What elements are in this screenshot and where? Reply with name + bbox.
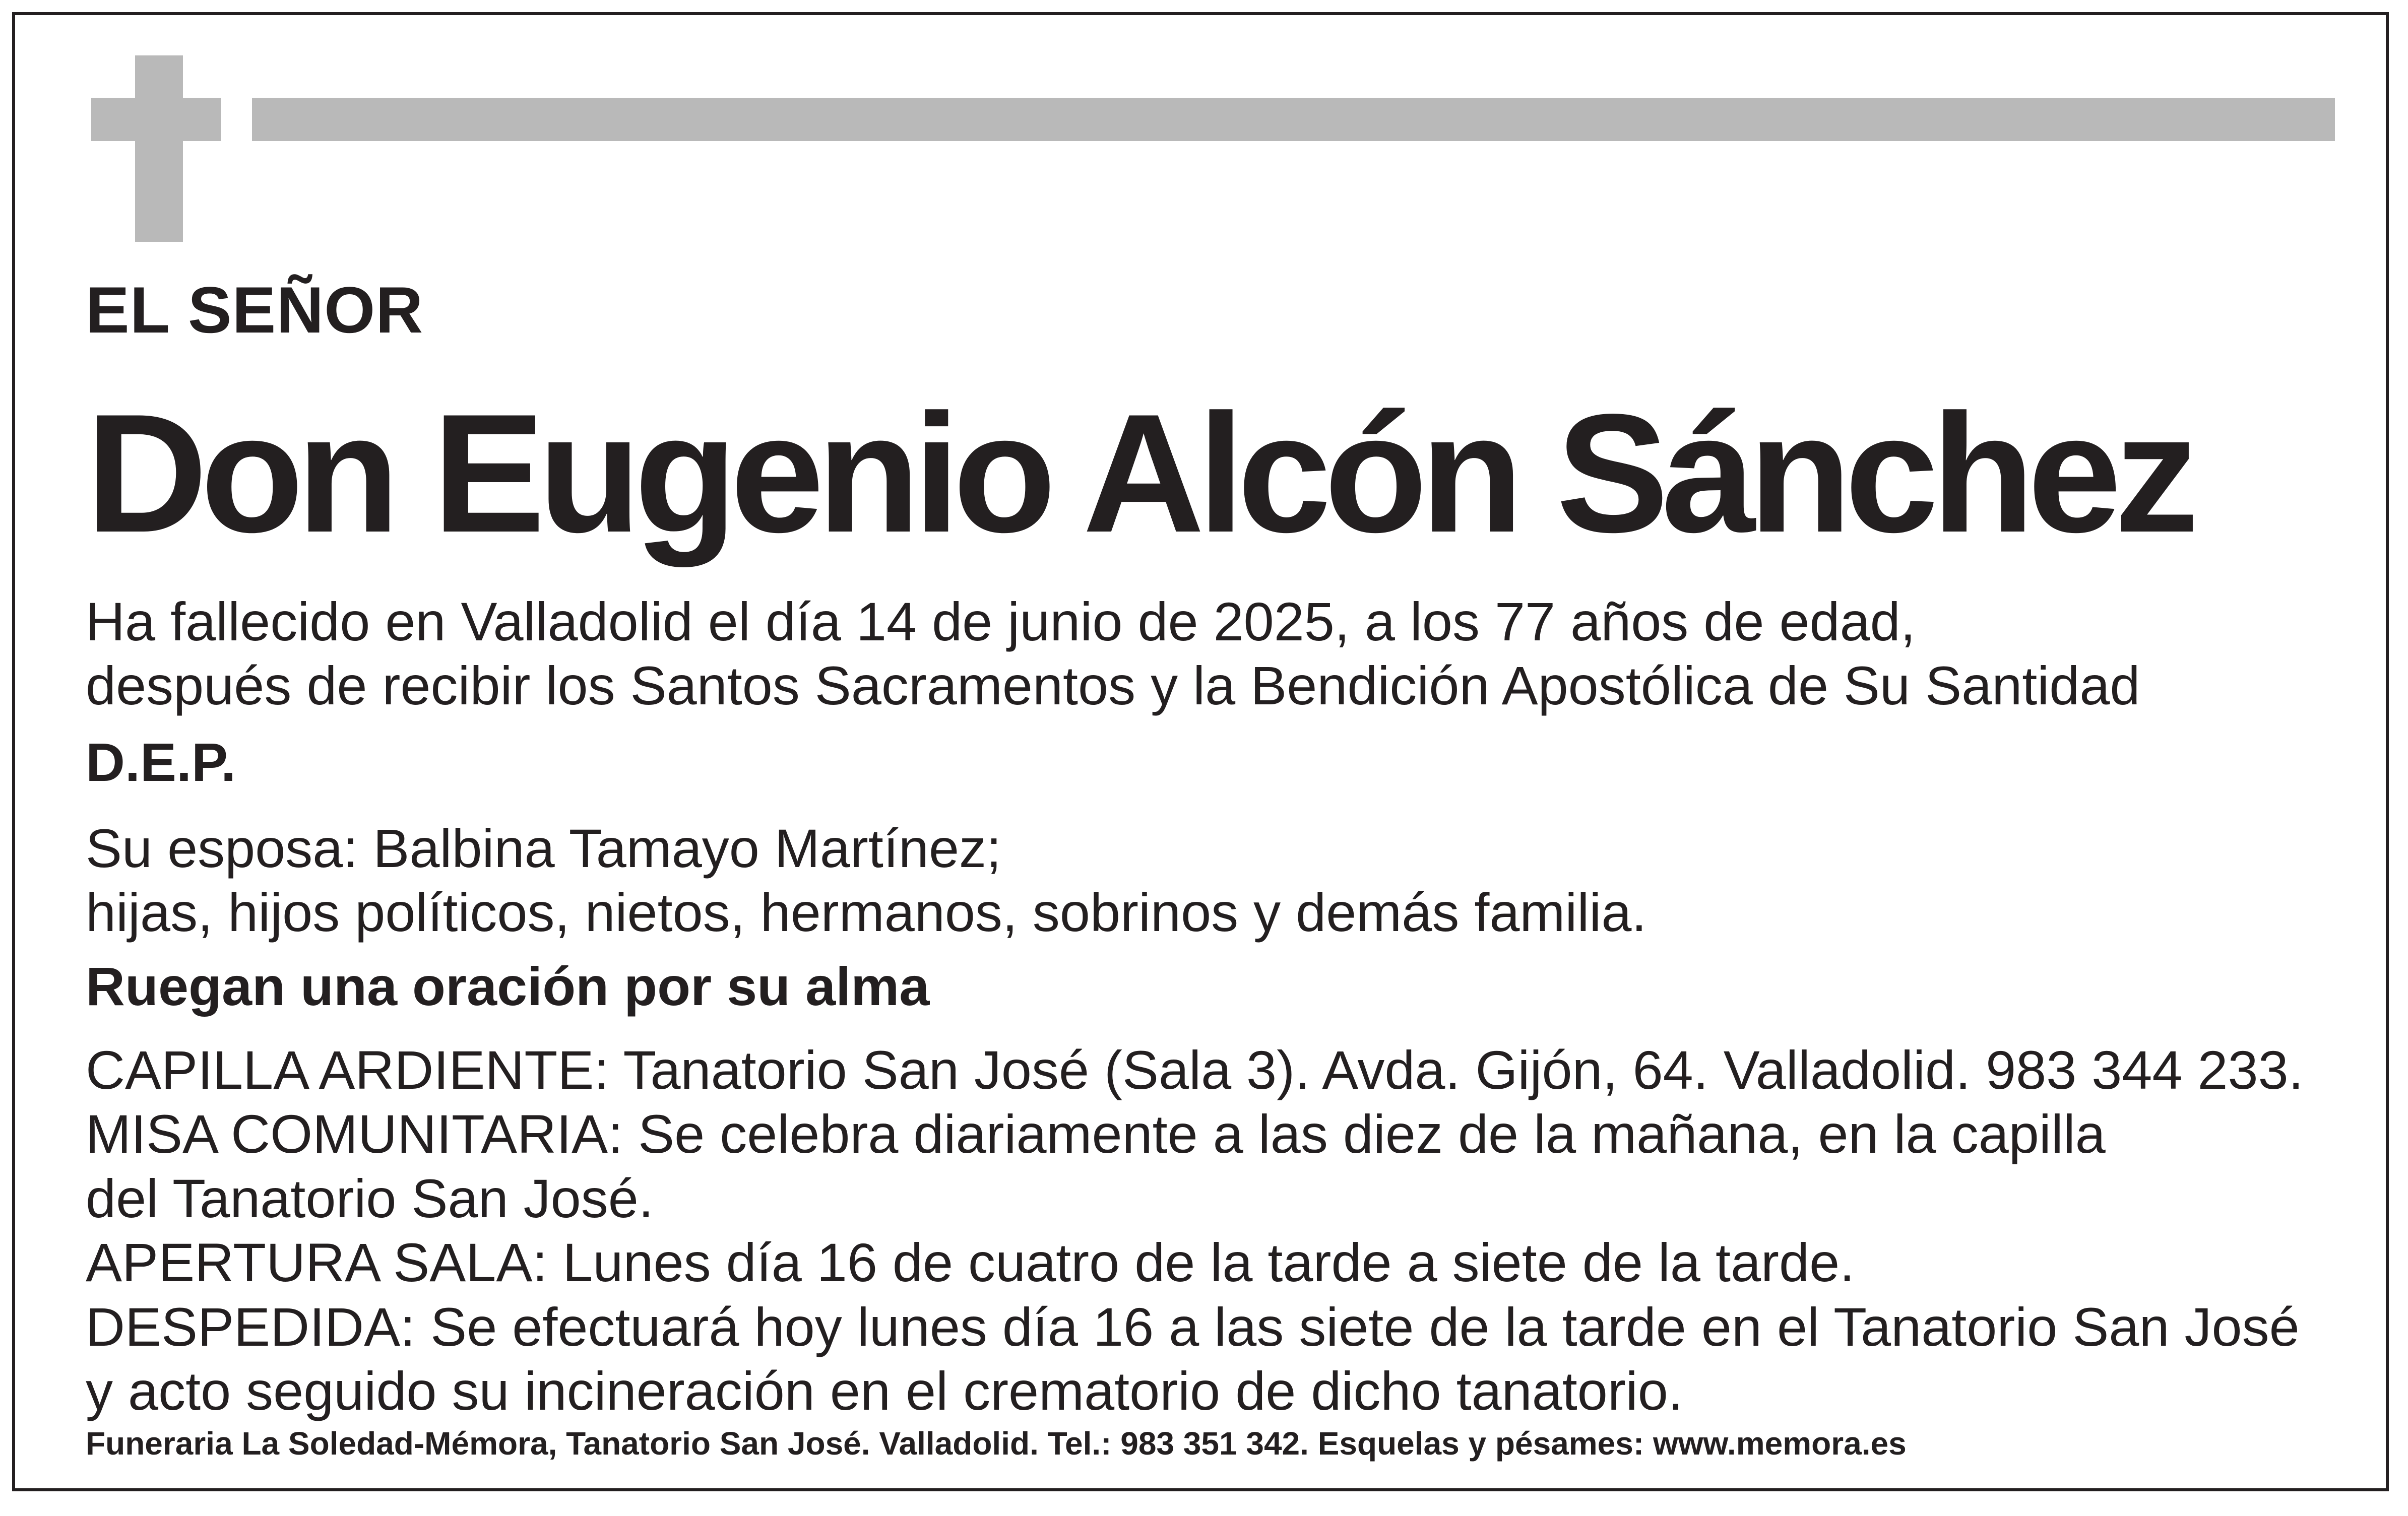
detail-line: DESPEDIDA: Se efectuará hoy lunes día 16 a las siete de la tarde en el Tanatorio San José — [86, 1296, 2300, 1357]
family-paragraph — [86, 816, 1646, 945]
cross-icon-bar — [91, 98, 221, 141]
detail-line: MISA COMUNITARIA: Se celebra diariamente a las diez de la mañana, en la capilla — [86, 1103, 2106, 1165]
notice-title: EL SEÑOR — [86, 273, 424, 347]
service-details — [86, 1038, 2304, 1423]
detail-line: y acto seguido su incineración en el crematorio de dicho tanatorio. — [86, 1360, 1683, 1422]
deceased-name: Don Eugenio Alcón Sánchez — [86, 379, 2192, 567]
detail-line: del Tanatorio San José. — [86, 1167, 654, 1229]
intro-line: después de recibir los Santos Sacramentos y la Bendición Apostólica de Su Santidad — [86, 655, 2140, 716]
family-line: Su esposa: Balbina Tamayo Martínez; — [86, 818, 1002, 879]
cross-icon — [135, 55, 183, 242]
dep-label: D.E.P. — [86, 732, 236, 793]
detail-line: CAPILLA ARDIENTE: Tanatorio San José (Sala 3). Avda. Gijón, 64. Valladolid. 983 344 233. — [86, 1039, 2304, 1100]
header-rule — [252, 98, 2335, 141]
funeral-home-footer: Funeraria La Soledad-Mémora, Tanatorio San José. Valladolid. Tel.: 983 351 342. Esquelas y pésames: www.memora.es — [86, 1425, 1907, 1462]
prayer-request: Ruegan una oración por su alma — [86, 956, 930, 1017]
family-line: hijas, hijos políticos, nietos, hermanos, sobrinos y demás familia. — [86, 882, 1647, 943]
intro-line: Ha fallecido en Valladolid el día 14 de junio de 2025, a los 77 años de edad, — [86, 591, 1916, 652]
intro-paragraph — [86, 589, 2140, 718]
detail-line: APERTURA SALA: Lunes día 16 de cuatro de la tarde a siete de la tarde. — [86, 1232, 1855, 1293]
